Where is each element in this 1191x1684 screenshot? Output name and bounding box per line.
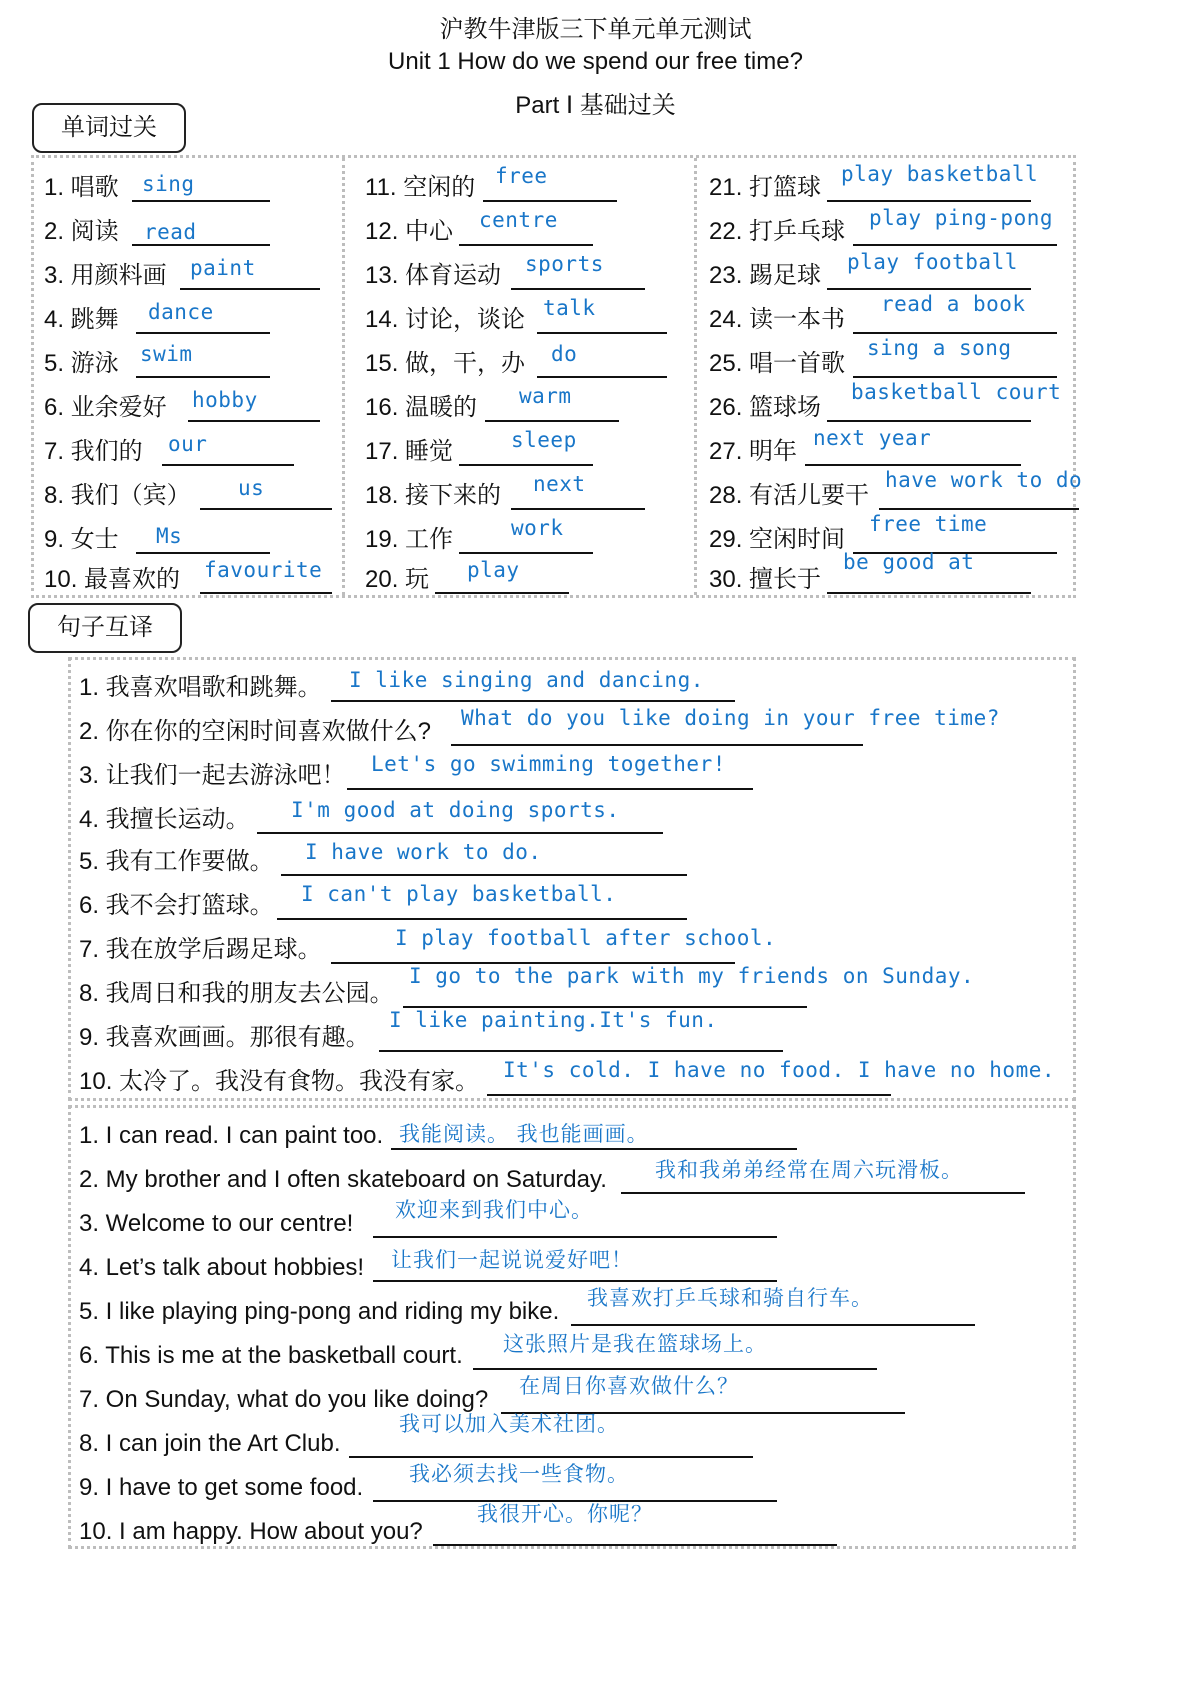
answer-blank[interactable] xyxy=(483,198,617,202)
answer-blank[interactable] xyxy=(347,786,753,790)
sentence-label: 7. On Sunday, what do you like doing? xyxy=(79,1386,489,1413)
sentence-label: 2. 你在你的空闲时间喜欢做什么? xyxy=(79,718,432,745)
vocab-label: 14. 讨论，谈论 xyxy=(365,306,526,333)
sentence-answer: 我可以加入美术社团。 xyxy=(399,1412,619,1436)
sentence-answer: 我喜欢打乒乓球和骑自行车。 xyxy=(587,1286,873,1310)
section-tag-sentences: 句子互译 xyxy=(28,603,182,653)
vocab-answer: play ping-pong xyxy=(869,206,1054,230)
vocab-label: 4. 跳舞 xyxy=(44,306,119,333)
answer-blank[interactable] xyxy=(537,374,667,378)
sentence-answer: I like singing and dancing. xyxy=(349,668,704,692)
answer-blank[interactable] xyxy=(879,506,1079,510)
vocab-item xyxy=(44,340,334,386)
answer-blank[interactable] xyxy=(853,242,1057,246)
sentence-label: 10. 太冷了。我没有食物。我没有家。 xyxy=(79,1068,480,1095)
vocab-label: 17. 睡觉 xyxy=(365,438,454,465)
answer-blank[interactable] xyxy=(136,550,270,554)
vocab-label: 13. 体育运动 xyxy=(365,262,502,289)
vocab-item xyxy=(44,384,334,430)
vocab-item xyxy=(44,556,334,602)
sentence-answer: I like painting.It's fun. xyxy=(389,1008,718,1032)
answer-blank[interactable] xyxy=(281,872,687,876)
vocab-label: 18. 接下来的 xyxy=(365,482,502,509)
sentence-answer: 我和我弟弟经常在周六玩滑板。 xyxy=(655,1158,963,1182)
vocab-label: 26. 篮球场 xyxy=(709,394,822,421)
vocab-answer: sports xyxy=(525,252,604,276)
vocab-answer: free xyxy=(495,164,548,188)
answer-blank[interactable] xyxy=(827,198,1031,202)
sentence-answer: I can't play basketball. xyxy=(301,882,617,906)
answer-blank[interactable] xyxy=(188,418,320,422)
vocab-answer: talk xyxy=(543,296,596,320)
answer-blank[interactable] xyxy=(805,462,1021,466)
answer-blank[interactable] xyxy=(451,742,863,746)
vocab-answer: Ms xyxy=(156,524,183,548)
answer-blank[interactable] xyxy=(136,374,270,378)
sentence-label: 1. 我喜欢唱歌和跳舞。 xyxy=(79,674,322,701)
sentence-label: 7. 我在放学后踢足球。 xyxy=(79,936,322,963)
vocab-item xyxy=(44,428,334,474)
vocab-label: 29. 空闲时间 xyxy=(709,526,846,553)
document-title-cn: 沪教牛津版三下单元单元测试 xyxy=(439,16,752,43)
sentence-label: 10. I am happy. How about you? xyxy=(79,1518,423,1545)
vocab-answer: sing a song xyxy=(867,336,1012,360)
vocabulary-box xyxy=(31,155,1083,598)
vocab-item xyxy=(44,208,334,254)
vocab-answer: play basketball xyxy=(841,162,1039,186)
vocab-answer: sleep xyxy=(511,428,577,452)
answer-blank[interactable] xyxy=(136,330,270,334)
vocab-label: 24. 读一本书 xyxy=(709,306,846,333)
vocab-answer: be good at xyxy=(843,550,975,574)
vocab-answer: basketball court xyxy=(851,380,1062,404)
vocab-answer: favourite xyxy=(204,558,323,582)
vocab-item xyxy=(365,472,685,518)
vocab-item xyxy=(365,340,685,386)
sentence-answer: 我能阅读。 我也能画画。 xyxy=(399,1122,649,1146)
vocab-label: 27. 明年 xyxy=(709,438,798,465)
vocab-label: 30. 擅长于 xyxy=(709,566,822,593)
sentence-label: 5. I like playing ping-pong and riding my bike. xyxy=(79,1298,560,1325)
vocab-answer: read a book xyxy=(881,292,1026,316)
vocab-item xyxy=(365,252,685,298)
answer-blank[interactable] xyxy=(277,916,687,920)
answer-blank[interactable] xyxy=(485,418,619,422)
sentence-answer: Let's go swimming together! xyxy=(371,752,726,776)
sentence-answer: I have work to do. xyxy=(305,840,542,864)
vocab-label: 3. 用颜料画 xyxy=(44,262,167,289)
vocab-item xyxy=(44,296,334,342)
vocab-label: 6. 业余爱好 xyxy=(44,394,167,421)
sentence-answer: 我必须去找一些食物。 xyxy=(409,1462,629,1486)
vocab-answer: free time xyxy=(869,512,988,536)
answer-blank[interactable] xyxy=(827,418,1031,422)
answer-blank[interactable] xyxy=(433,1542,837,1546)
vocab-label: 20. 玩 xyxy=(365,566,430,593)
vocab-answer: sing xyxy=(142,172,195,196)
answer-blank[interactable] xyxy=(257,830,663,834)
sentence-answer: 我很开心。你呢？ xyxy=(477,1502,653,1526)
vocab-item xyxy=(365,296,685,342)
answer-blank[interactable] xyxy=(132,198,270,202)
vocab-label: 1. 唱歌 xyxy=(44,174,119,201)
vocab-answer: swim xyxy=(140,342,193,366)
answer-blank[interactable] xyxy=(827,590,1031,594)
sentence-label: 2. My brother and I often skateboard on Saturday. xyxy=(79,1166,607,1193)
vocab-label: 10. 最喜欢的 xyxy=(44,566,181,593)
vocab-item xyxy=(365,208,685,254)
vocab-label: 28. 有活儿要干 xyxy=(709,482,870,509)
answer-blank[interactable] xyxy=(827,286,1031,290)
vocab-item xyxy=(365,428,685,474)
answer-blank[interactable] xyxy=(853,374,1057,378)
vocabulary-column-3 xyxy=(694,158,1083,595)
vocab-item xyxy=(44,164,334,210)
sentence-label: 9. I have to get some food. xyxy=(79,1474,364,1501)
vocab-item xyxy=(44,252,334,298)
sentence-answer: 欢迎来到我们中心。 xyxy=(395,1198,593,1222)
vocab-answer: do xyxy=(551,342,578,366)
section-tag-words: 单词过关 xyxy=(32,103,186,153)
vocabulary-column-2 xyxy=(342,158,697,595)
sentence-label: 9. 我喜欢画画。那很有趣。 xyxy=(79,1024,370,1051)
sentence-answer: 这张照片是我在篮球场上。 xyxy=(503,1332,767,1356)
sentence-answer: 让我们一起说说爱好吧！ xyxy=(391,1248,633,1272)
vocab-label: 15. 做，干，办 xyxy=(365,350,526,377)
vocab-label: 8. 我们（宾） xyxy=(44,482,191,509)
answer-blank[interactable] xyxy=(200,506,332,510)
vocab-answer: dance xyxy=(148,300,214,324)
cn-to-en-box xyxy=(68,657,1076,1101)
sentence-label: 6. 我不会打篮球。 xyxy=(79,892,274,919)
vocab-item xyxy=(44,472,334,518)
sentence-answer: I go to the park with my friends on Sunday. xyxy=(409,964,975,988)
vocab-answer: our xyxy=(168,432,208,456)
vocab-answer: paint xyxy=(190,256,256,280)
vocab-answer: next xyxy=(533,472,586,496)
vocab-label: 19. 工作 xyxy=(365,526,454,553)
sentence-label: 5. 我有工作要做。 xyxy=(79,848,274,875)
vocab-label: 22. 打乒乓球 xyxy=(709,218,846,245)
sentence-label: 4. Let’s talk about hobbies! xyxy=(79,1254,365,1281)
vocab-answer: have work to do xyxy=(885,468,1083,492)
answer-blank[interactable] xyxy=(537,330,667,334)
vocab-answer: centre xyxy=(479,208,558,232)
vocab-label: 25. 唱一首歌 xyxy=(709,350,846,377)
part-heading: Part Ⅰ 基础过关 xyxy=(515,92,676,119)
vocab-label: 2. 阅读 xyxy=(44,218,119,245)
sentence-label: 3. 让我们一起去游泳吧！ xyxy=(79,762,346,789)
sentence-label: 4. 我擅长运动。 xyxy=(79,806,250,833)
answer-blank[interactable] xyxy=(459,550,593,554)
answer-blank[interactable] xyxy=(487,1092,891,1096)
sentence-answer: It's cold. I have no food. I have no home. xyxy=(503,1058,1056,1082)
sentence-answer: 在周日你喜欢做什么？ xyxy=(519,1374,739,1398)
vocab-label: 23. 踢足球 xyxy=(709,262,822,289)
sentence-label: 8. 我周日和我的朋友去公园。 xyxy=(79,980,394,1007)
vocab-item xyxy=(709,164,1079,210)
document-title-en: Unit 1 How do we spend our free time? xyxy=(388,48,803,75)
vocab-item xyxy=(709,208,1079,254)
answer-blank[interactable] xyxy=(853,330,1057,334)
vocab-label: 9. 女士 xyxy=(44,526,119,553)
vocab-answer: play xyxy=(467,558,520,582)
answer-blank[interactable] xyxy=(435,590,569,594)
vocab-answer: hobby xyxy=(192,388,258,412)
vocab-answer: us xyxy=(238,476,265,500)
vocab-answer: work xyxy=(511,516,564,540)
sentence-label: 1. I can read. I can paint too. xyxy=(79,1122,384,1149)
en-to-cn-box xyxy=(68,1105,1076,1549)
vocab-item xyxy=(709,550,1079,602)
answer-blank[interactable] xyxy=(571,1322,975,1326)
sentence-label: 6. This is me at the basketball court. xyxy=(79,1342,463,1369)
vocab-answer: play football xyxy=(847,250,1018,274)
answer-blank[interactable] xyxy=(511,286,645,290)
vocab-item xyxy=(365,556,685,602)
sentence-label: 3. Welcome to our centre! xyxy=(79,1210,354,1237)
vocab-answer: read xyxy=(144,220,197,244)
answer-blank[interactable] xyxy=(459,462,593,466)
answer-blank[interactable] xyxy=(162,462,294,466)
answer-blank[interactable] xyxy=(511,506,645,510)
vocab-item xyxy=(365,384,685,430)
vocab-label: 21. 打篮球 xyxy=(709,174,822,201)
vocab-item xyxy=(709,380,1079,430)
answer-blank[interactable] xyxy=(200,590,332,594)
answer-blank[interactable] xyxy=(621,1190,1025,1194)
vocab-item xyxy=(365,164,685,210)
sentence-answer: I play football after school. xyxy=(395,926,777,950)
vocab-answer: warm xyxy=(519,384,572,408)
vocab-label: 7. 我们的 xyxy=(44,438,143,465)
vocab-label: 12. 中心 xyxy=(365,218,454,245)
vocab-label: 16. 温暖的 xyxy=(365,394,478,421)
vocab-label: 11. 空闲的 xyxy=(365,174,476,201)
answer-blank[interactable] xyxy=(331,698,735,702)
vocabulary-column-1 xyxy=(34,158,342,595)
answer-blank[interactable] xyxy=(379,1048,783,1052)
vocab-answer: next year xyxy=(813,426,932,450)
sentence-answer: I'm good at doing sports. xyxy=(291,798,620,822)
sentence-label: 8. I can join the Art Club. xyxy=(79,1430,341,1457)
answer-blank[interactable] xyxy=(373,1234,777,1238)
answer-blank[interactable] xyxy=(459,242,593,246)
vocab-label: 5. 游泳 xyxy=(44,350,119,377)
sentence-answer: What do you like doing in your free time? xyxy=(461,706,1000,730)
answer-blank[interactable] xyxy=(180,286,320,290)
